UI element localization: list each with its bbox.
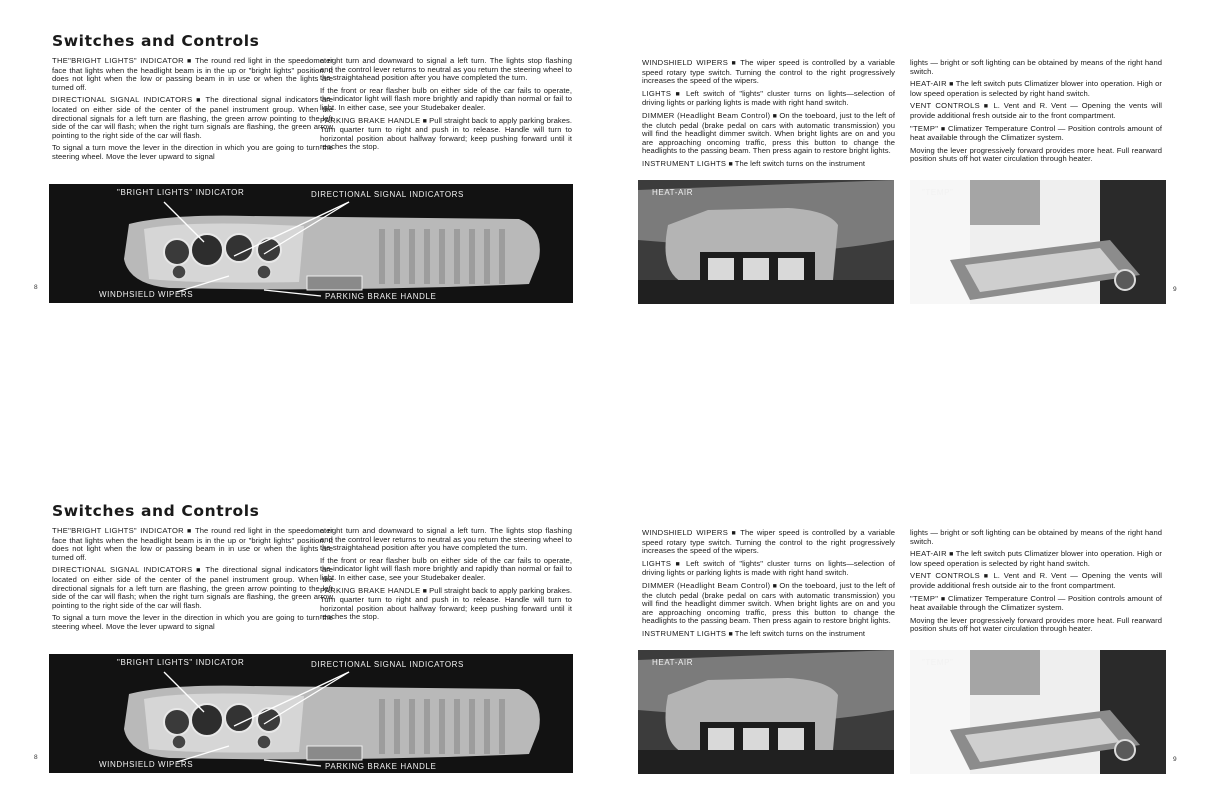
square-bullet-icon: ■ bbox=[949, 81, 954, 89]
body-text: The wiper speed is controlled by a variable speed rotary type switch. Turning the control to the right progressively increases the speed of the wipers. bbox=[642, 58, 895, 86]
body-text: The directional signal indicators are located on either side of the center of the panel instrument group. When the directional signals for a left turn are flashing, the green arrow pointing to the left side of the car will flash; when the right turn signals are flashing, the green arrow pointing to the right side of the car will flash. bbox=[52, 95, 333, 140]
heading: INSTRUMENT LIGHTS bbox=[642, 158, 727, 168]
paragraph: lights — bright or soft lighting can be obtained by means of the right hand switch. bbox=[910, 528, 1162, 546]
body-text: Pull straight back to apply parking brakes. Turn quarter turn to right and push in to release. Handle will turn to horizontal position about halfway forward; keep pushing forward until it reaches the stop. bbox=[320, 115, 572, 152]
paragraph: To signal a turn move the lever in the direction in which you are going to turn the steering wheel. Move the lever upward to signal bbox=[52, 613, 333, 631]
left-page bbox=[22, 22, 600, 307]
body-text: Pull straight back to apply parking brakes. Turn quarter turn to right and push in to release. Handle will turn to horizontal position about halfway forward; keep pushing forward until it reaches the stop. bbox=[320, 585, 572, 622]
paragraph bbox=[642, 112, 895, 156]
paragraph: Moving the lever progressively forward provides more heat. Full rearward position shuts off hot water circulation through heater. bbox=[910, 615, 1162, 634]
left-column-2 bbox=[320, 527, 572, 626]
temp-photo bbox=[910, 650, 1166, 774]
left-page bbox=[22, 492, 600, 777]
paragraph bbox=[642, 160, 895, 170]
page-title: Switches and Controls bbox=[52, 32, 260, 50]
paragraph bbox=[910, 125, 1162, 143]
square-bullet-icon: ■ bbox=[949, 551, 954, 559]
square-bullet-icon: ■ bbox=[196, 567, 202, 575]
directional-signal-label: DIRECTIONAL SIGNAL INDICATORS bbox=[311, 660, 464, 669]
bright-lights-label: "BRIGHT LIGHTS" INDICATOR bbox=[117, 658, 245, 667]
body-text: Left switch of "lights" cluster turns on lights—selection of driving lights or parking lights is made with right hand switch. bbox=[642, 558, 895, 578]
body-text: Left switch of "lights" cluster turns on lights—selection of driving lights or parking lights is made with right hand switch. bbox=[642, 88, 895, 108]
heat-air-label: HEAT-AIR bbox=[652, 658, 694, 667]
heat-air-label: HEAT-AIR bbox=[652, 188, 694, 197]
square-bullet-icon: ■ bbox=[675, 560, 682, 568]
dashboard-illustration bbox=[49, 184, 573, 303]
heading: VENT CONTROLS bbox=[910, 571, 980, 581]
body-text: On the toeboard, just to the left of the clutch pedal (brake pedal on cars with automatic transmission) you will find the headlight dimmer switch. When bright lights are on and you are approaching oncoming traffic, press this button to change the headlights to the passing beam. Then press again to restore bright lights. bbox=[642, 580, 895, 626]
temp-illustration bbox=[910, 180, 1166, 304]
parking-brake-label: PARKING BRAKE HANDLE bbox=[325, 292, 437, 301]
right-column-1 bbox=[642, 59, 895, 174]
paragraph: a right turn and downward to signal a left turn. The lights stop flashing and the control lever returns to neutral as you return the steering wheel to the straightahead position after you have completed the turn. bbox=[320, 56, 572, 83]
paragraph: lights — bright or soft lighting can be obtained by means of the right hand switch. bbox=[910, 58, 1162, 76]
square-bullet-icon: ■ bbox=[728, 160, 733, 168]
heading: DIMMER (Headlight Beam Control) bbox=[642, 110, 771, 120]
paragraph bbox=[910, 572, 1162, 590]
heading: INSTRUMENT LIGHTS bbox=[642, 628, 727, 638]
paragraph bbox=[642, 582, 895, 626]
paragraph bbox=[52, 57, 333, 92]
paragraph bbox=[642, 90, 895, 108]
body-text: On the toeboard, just to the left of the clutch pedal (brake pedal on cars with automatic transmission) you will find the headlight dimmer switch. When bright lights are on and you are approaching oncoming traffic, press this button to change the headlights to the passing beam. Then press again to restore bright lights. bbox=[642, 110, 895, 156]
page-number: 8 bbox=[34, 754, 38, 761]
body-text: The wiper speed is controlled by a variable speed rotary type switch. Turning the control to the right progressively increases the speed of the wipers. bbox=[642, 528, 895, 556]
body-text: The round red light in the speedometer face that lights when the headlight beam is in the up or "bright lights" position. It does not light when the low or passing beam in in use or when the lights are turned off. bbox=[52, 56, 333, 92]
square-bullet-icon: ■ bbox=[675, 90, 682, 98]
paragraph bbox=[642, 560, 895, 578]
heading: DIRECTIONAL SIGNAL INDICATORS bbox=[52, 565, 193, 575]
left-column-1 bbox=[52, 527, 333, 636]
temp-photo bbox=[910, 180, 1166, 304]
body-text: The left switch turns on the instrument bbox=[734, 158, 866, 168]
square-bullet-icon: ■ bbox=[731, 60, 737, 67]
heading: THE"BRIGHT LIGHTS" INDICATOR bbox=[52, 526, 184, 535]
paragraph bbox=[910, 550, 1162, 568]
directional-signal-label: DIRECTIONAL SIGNAL INDICATORS bbox=[311, 190, 464, 199]
right-column-2 bbox=[910, 529, 1162, 638]
body-text: The left switch puts Climatizer blower into operation. High or low speed operation is selected by right hand switch. bbox=[910, 79, 1162, 98]
paragraph bbox=[320, 587, 572, 622]
paragraph bbox=[320, 117, 572, 152]
heading: PARKING BRAKE HANDLE bbox=[320, 115, 421, 125]
square-bullet-icon: ■ bbox=[196, 97, 202, 105]
paragraph bbox=[910, 80, 1162, 98]
paragraph bbox=[642, 630, 895, 640]
paragraph: If the front or rear flasher bulb on either side of the car fails to operate, the indicator light will flash more brightly and rapidly than normal or fail to light. In either case, see your Studebaker dealer. bbox=[320, 85, 572, 112]
heading: "TEMP" bbox=[910, 593, 939, 603]
paragraph bbox=[52, 96, 333, 140]
heading: HEAT-AIR bbox=[910, 549, 947, 559]
page-number: 9 bbox=[1173, 756, 1177, 763]
heat-air-photo bbox=[638, 650, 894, 774]
right-page bbox=[612, 492, 1212, 777]
dashboard-illustration bbox=[49, 654, 573, 773]
paragraph bbox=[910, 595, 1162, 613]
square-bullet-icon: ■ bbox=[187, 528, 193, 535]
heat-air-illustration bbox=[638, 650, 894, 774]
body-text: L. Vent and R. Vent — Opening the vents will provide additional fresh outside air to the front compartment. bbox=[910, 571, 1163, 590]
temp-label: "TEMP" bbox=[922, 188, 954, 197]
page-title: Switches and Controls bbox=[52, 502, 260, 520]
square-bullet-icon: ■ bbox=[187, 58, 193, 65]
square-bullet-icon: ■ bbox=[983, 103, 990, 111]
body-text: The directional signal indicators are located on either side of the center of the panel instrument group. When the directional signals for a left turn are flashing, the green arrow pointing to the left side of the car will flash; when the right turn signals are flashing, the green arrow pointing to the right side of the car will flash. bbox=[52, 565, 333, 610]
body-text: Climatizer Temperature Control — Position controls amount of heat available through the Climatizer system. bbox=[910, 123, 1163, 143]
heading: THE"BRIGHT LIGHTS" INDICATOR bbox=[52, 56, 184, 65]
heat-air-photo bbox=[638, 180, 894, 304]
paragraph: a right turn and downward to signal a left turn. The lights stop flashing and the control lever returns to neutral as you return the steering wheel to the straightahead position after you have completed the turn. bbox=[320, 526, 572, 553]
heading: LIGHTS bbox=[642, 88, 672, 98]
paragraph: If the front or rear flasher bulb on either side of the car fails to operate, the indicator light will flash more brightly and rapidly than normal or fail to light. In either case, see your Studebaker dealer. bbox=[320, 555, 572, 582]
heading: LIGHTS bbox=[642, 558, 672, 568]
windshield-wipers-label: WINDHSIELD WIPERS bbox=[99, 290, 194, 299]
paragraph: Moving the lever progressively forward provides more heat. Full rearward position shuts off hot water circulation through heater. bbox=[910, 145, 1162, 164]
heading: "TEMP" bbox=[910, 123, 939, 133]
right-column-1 bbox=[642, 529, 895, 644]
dashboard-photo bbox=[49, 654, 573, 773]
square-bullet-icon: ■ bbox=[422, 587, 427, 595]
temp-illustration bbox=[910, 650, 1166, 774]
square-bullet-icon: ■ bbox=[772, 582, 778, 590]
square-bullet-icon: ■ bbox=[940, 125, 946, 133]
page-spread-top bbox=[0, 22, 1223, 322]
body-text: Climatizer Temperature Control — Position controls amount of heat available through the Climatizer system. bbox=[910, 593, 1163, 613]
paragraph bbox=[642, 59, 895, 86]
body-text: L. Vent and R. Vent — Opening the vents will provide additional fresh outside air to the front compartment. bbox=[910, 101, 1163, 120]
paragraph bbox=[52, 566, 333, 610]
square-bullet-icon: ■ bbox=[728, 630, 733, 638]
square-bullet-icon: ■ bbox=[731, 530, 737, 537]
page-spread-bottom bbox=[0, 492, 1223, 792]
right-column-2 bbox=[910, 59, 1162, 168]
body-text: The round red light in the speedometer face that lights when the headlight beam is in the up or "bright lights" position. It does not light when the low or passing beam in in use or when the lights are turned off. bbox=[52, 526, 333, 562]
paragraph bbox=[910, 102, 1162, 120]
heading: WINDSHIELD WIPERS bbox=[642, 58, 729, 67]
heading: WINDSHIELD WIPERS bbox=[642, 528, 729, 537]
paragraph bbox=[52, 527, 333, 562]
square-bullet-icon: ■ bbox=[772, 112, 778, 120]
page-number: 9 bbox=[1173, 286, 1177, 293]
right-page bbox=[612, 22, 1212, 307]
heat-air-illustration bbox=[638, 180, 894, 304]
square-bullet-icon: ■ bbox=[422, 117, 427, 125]
square-bullet-icon: ■ bbox=[983, 573, 990, 581]
left-column-2 bbox=[320, 57, 572, 156]
parking-brake-label: PARKING BRAKE HANDLE bbox=[325, 762, 437, 771]
windshield-wipers-label: WINDHSIELD WIPERS bbox=[99, 760, 194, 769]
page-number: 8 bbox=[34, 284, 38, 291]
temp-label: "TEMP" bbox=[922, 658, 954, 667]
heading: DIRECTIONAL SIGNAL INDICATORS bbox=[52, 95, 193, 105]
body-text: The left switch turns on the instrument bbox=[734, 628, 866, 638]
body-text: The left switch puts Climatizer blower into operation. High or low speed operation is selected by right hand switch. bbox=[910, 549, 1162, 568]
heading: HEAT-AIR bbox=[910, 79, 947, 89]
heading: DIMMER (Headlight Beam Control) bbox=[642, 580, 771, 590]
bright-lights-label: "BRIGHT LIGHTS" INDICATOR bbox=[117, 188, 245, 197]
dashboard-photo bbox=[49, 184, 573, 303]
square-bullet-icon: ■ bbox=[940, 595, 946, 603]
heading: PARKING BRAKE HANDLE bbox=[320, 585, 421, 595]
heading: VENT CONTROLS bbox=[910, 101, 980, 111]
paragraph bbox=[642, 529, 895, 556]
left-column-1 bbox=[52, 57, 333, 166]
paragraph: To signal a turn move the lever in the direction in which you are going to turn the steering wheel. Move the lever upward to signal bbox=[52, 143, 333, 161]
